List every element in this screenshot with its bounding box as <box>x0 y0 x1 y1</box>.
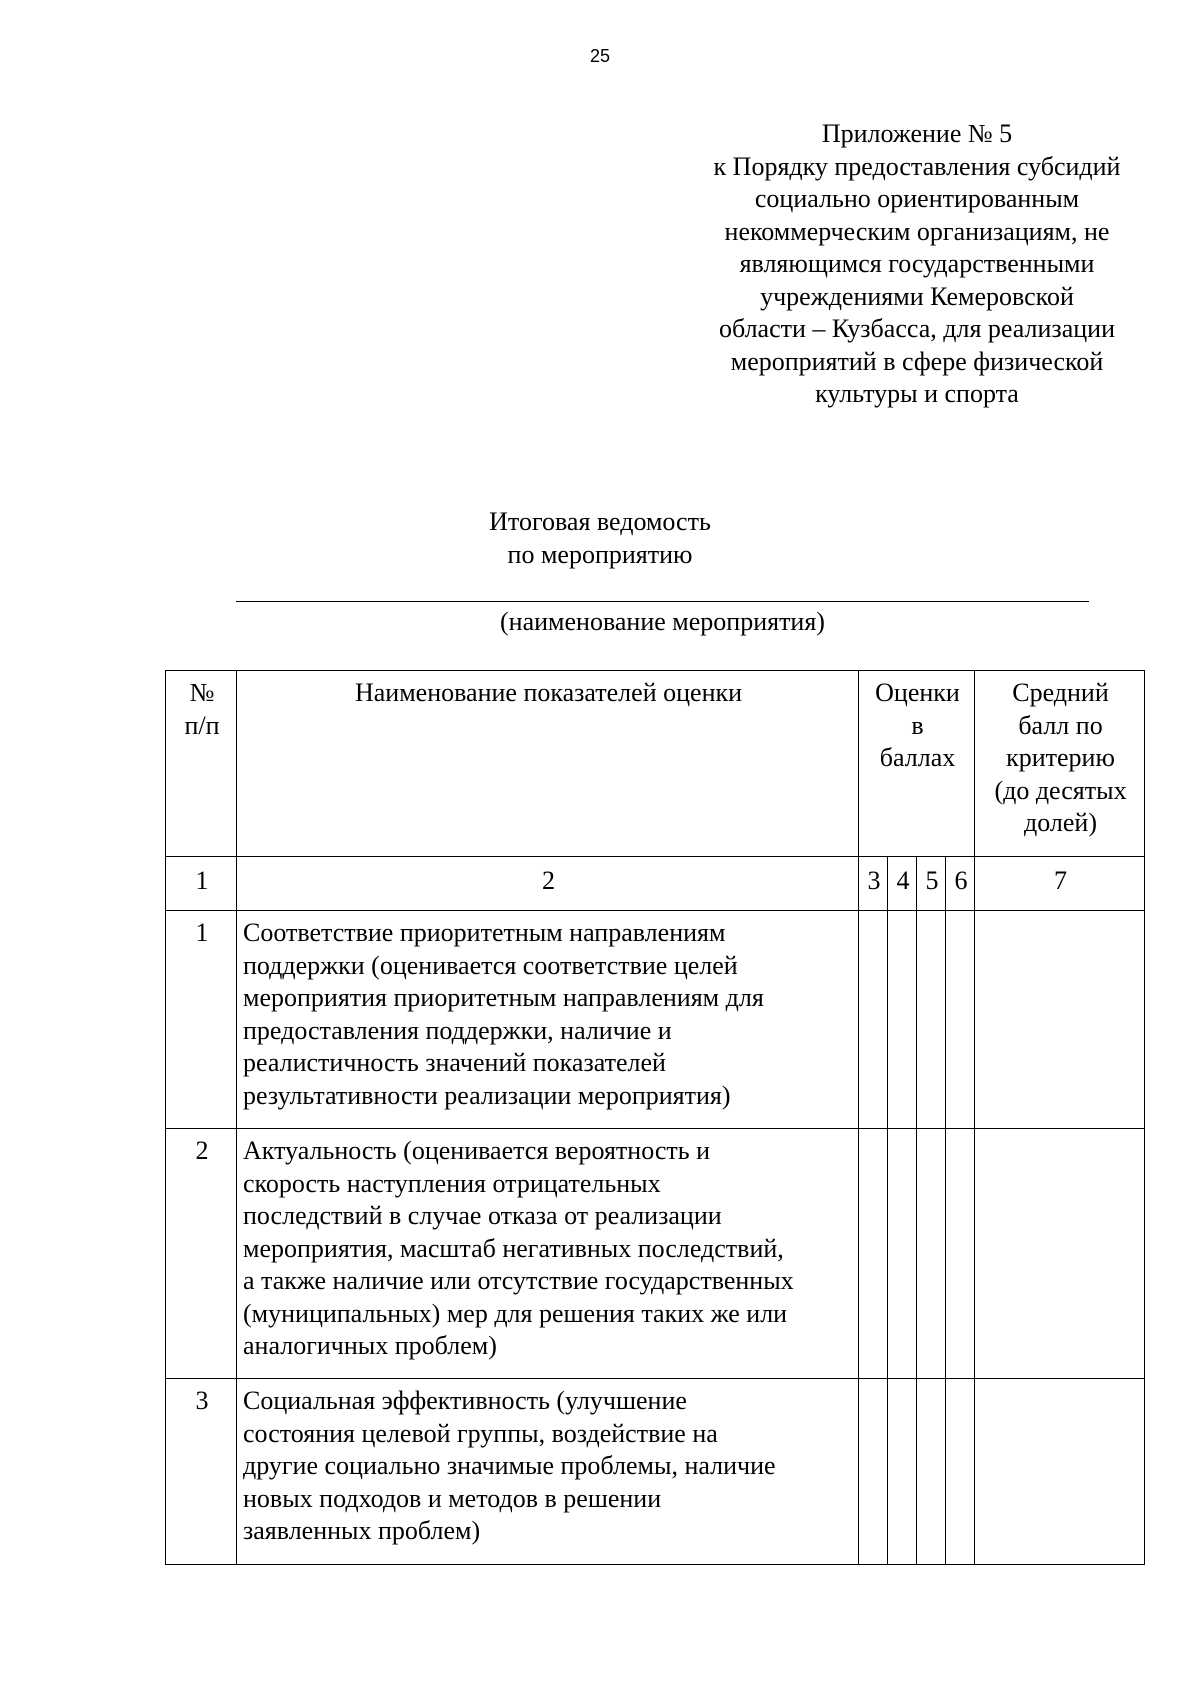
row-text-line: другие социально значимые проблемы, наличие <box>243 1451 776 1480</box>
score-cell <box>859 911 888 1129</box>
column-number: 1 <box>166 857 237 911</box>
appendix-note <box>680 118 1154 411</box>
row-indicator-text <box>237 911 859 1129</box>
row-text-line: предоставления поддержки, наличие и <box>243 1015 672 1045</box>
row-number: 1 <box>166 911 237 1129</box>
page-number: 25 <box>589 46 611 66</box>
header-scores <box>859 671 975 857</box>
header-average-line: (до десятых <box>994 775 1127 805</box>
appendix-line: области – Кузбасса, для реализации <box>718 314 1115 343</box>
average-cell <box>975 1379 1145 1565</box>
row-text-line: последствий в случае отказа от реализации <box>243 1201 722 1230</box>
row-number: 2 <box>166 1129 237 1379</box>
row-text-line: состояния целевой группы, воздействие на <box>243 1418 718 1448</box>
appendix-line: социально ориентированным <box>754 184 1080 213</box>
header-scores-line: Оценки <box>875 678 960 707</box>
summary-table <box>165 670 1145 1565</box>
appendix-line: являющимся государственными <box>739 249 1095 278</box>
appendix-line: мероприятий в сфере физической <box>730 346 1104 376</box>
average-cell <box>975 911 1145 1129</box>
table-header-row <box>166 671 1145 857</box>
header-num <box>166 671 237 857</box>
row-text-line: аналогичных проблем) <box>243 1331 497 1360</box>
header-average-line: Средний <box>1012 678 1109 707</box>
header-average-line: критерию <box>1006 743 1115 772</box>
appendix-line: культуры и спорта <box>815 379 1019 408</box>
row-text-line: (муниципальных) мер для решения таких же или <box>243 1298 788 1328</box>
header-num-line: п/п <box>184 710 220 740</box>
row-text-line: Актуальность (оценивается вероятность и <box>243 1136 711 1165</box>
average-cell <box>975 1129 1145 1379</box>
row-text-line: новых подходов и методов в решении <box>243 1483 662 1513</box>
column-number: 6 <box>946 857 975 911</box>
appendix-line: Приложение № 5 <box>821 119 1013 148</box>
header-indicator: Наименование показателей оценки <box>237 671 859 857</box>
column-number: 4 <box>888 857 917 911</box>
header-scores-line: в <box>911 710 924 740</box>
appendix-line: к Порядку предоставления субсидий <box>713 151 1121 181</box>
score-cell <box>888 911 917 1129</box>
score-cell <box>946 911 975 1129</box>
column-number: 5 <box>917 857 946 911</box>
title-line-2: по мероприятию <box>507 539 693 569</box>
header-average <box>975 671 1145 857</box>
title-line-1: Итоговая ведомость <box>489 507 711 536</box>
header-num-line: № <box>189 678 215 707</box>
column-number: 7 <box>975 857 1145 911</box>
row-text-line: Социальная эффективность (улучшение <box>243 1386 687 1415</box>
score-cell <box>917 1379 946 1565</box>
document-title <box>0 506 1200 571</box>
header-average-line: балл по <box>1018 710 1103 740</box>
score-cell <box>917 1129 946 1379</box>
row-text-line: скорость наступления отрицательных <box>243 1168 661 1198</box>
row-number: 3 <box>166 1379 237 1565</box>
table-row <box>166 1379 1145 1565</box>
event-name-blank-line <box>236 601 1089 602</box>
score-cell <box>888 1379 917 1565</box>
score-cell <box>888 1129 917 1379</box>
score-cell <box>859 1129 888 1379</box>
row-text-line: заявленных проблем) <box>243 1516 481 1545</box>
row-text-line: реалистичность значений показателей <box>243 1048 666 1077</box>
row-text-line: Соответствие приоритетным направлениям <box>243 918 726 947</box>
score-cell <box>859 1379 888 1565</box>
row-text-line: поддержки (оценивается соответствие целей <box>243 950 738 980</box>
score-cell <box>946 1379 975 1565</box>
row-text-line: а также наличие или отсутствие государственных <box>243 1266 794 1295</box>
header-average-line: долей) <box>1024 808 1097 837</box>
event-name-caption: (наименование мероприятия) <box>500 607 825 636</box>
table-row <box>166 911 1145 1129</box>
row-text-line: мероприятия приоритетным направлениям для <box>243 983 764 1012</box>
appendix-line: учреждениями Кемеровской <box>760 281 1074 311</box>
score-cell <box>946 1129 975 1379</box>
column-number: 3 <box>859 857 888 911</box>
row-indicator-text <box>237 1129 859 1379</box>
score-cell <box>917 911 946 1129</box>
row-text-line: мероприятия, масштаб негативных последствий, <box>243 1233 784 1263</box>
column-number-row <box>166 857 1145 911</box>
table-row <box>166 1129 1145 1379</box>
appendix-line: некоммерческим организациям, не <box>724 216 1110 246</box>
row-indicator-text <box>237 1379 859 1565</box>
column-number: 2 <box>237 857 859 911</box>
row-text-line: результативности реализации мероприятия) <box>243 1080 731 1110</box>
header-scores-line: баллах <box>879 743 956 772</box>
